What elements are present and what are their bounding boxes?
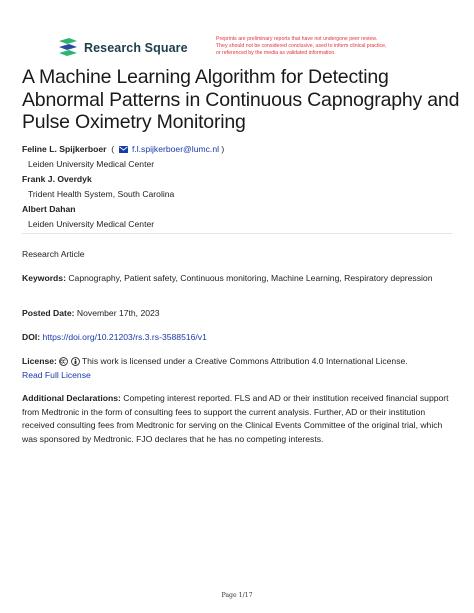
email-open-paren: ( (108, 144, 115, 154)
license-section (22, 355, 454, 382)
keywords-section (22, 272, 454, 286)
doi-section (22, 331, 454, 345)
page-number: Page 1/17 (221, 592, 253, 599)
research-square-logo-icon (57, 38, 79, 58)
declarations-label: Additional Declarations: (22, 393, 121, 403)
author-entry (22, 202, 224, 217)
read-full-license-link[interactable]: Read Full License (22, 369, 91, 380)
research-square-logo[interactable] (57, 38, 188, 58)
author-affiliation: Trident Health System, South Carolina (28, 189, 175, 199)
declarations-text: Competing interest reported. FLS and AD or their institution received financial support from Medtronic in the form of consulting fees to support the current analysis. Further, AD or their institution received consulting fees from Medtronic for serving on the Clinical Events Committee of the original trial, which was sponsored by Medtronic. FJO declares that he has no competing interests. (22, 393, 449, 444)
posted-date-section (22, 307, 454, 321)
mail-icon (119, 146, 128, 153)
keywords-value: Capnography, Patient safety, Continuous monitoring, Machine Learning, Respiratory depression (68, 273, 433, 283)
cc-icon (59, 357, 68, 366)
author-entry (22, 142, 224, 157)
declarations-section (22, 392, 454, 446)
author-entry (22, 172, 224, 187)
keywords-label: Keywords: (22, 273, 66, 283)
author-list (22, 142, 224, 232)
author-name: Feline L. Spijkerboer (22, 144, 107, 154)
article-title: A Machine Learning Algorithm for Detecting Abnormal Patterns in Continuous Capnography and Pulse Oximetry Monitoring (22, 66, 460, 133)
section-divider (22, 233, 452, 234)
brand-name: Research Square (84, 41, 188, 55)
license-text: This work is licensed under a Creative Commons Attribution 4.0 International License. (81, 356, 408, 366)
license-label: License: (22, 356, 57, 366)
author-name: Frank J. Overdyk (22, 174, 92, 184)
preprint-disclaimer (216, 36, 446, 58)
author-affiliation: Leiden University Medical Center (28, 219, 155, 229)
email-close-paren: ) (221, 144, 225, 154)
attribution-icon (71, 357, 80, 366)
doi-label: DOI: (22, 332, 41, 342)
posted-date-label: Posted Date: (22, 308, 75, 318)
author-name: Albert Dahan (22, 204, 76, 214)
author-email-link[interactable]: f.l.spijkerboer@lumc.nl (131, 144, 220, 154)
disclaimer-line: They should not be considered conclusive, used to inform clinical practice, (216, 43, 387, 50)
doi-link[interactable]: https://doi.org/10.21203/rs.3.rs-3588516/v1 (42, 332, 207, 342)
posted-date-value: November 17th, 2023 (76, 308, 160, 318)
disclaimer-line: or referenced by the media as validated information. (216, 50, 336, 57)
disclaimer-line: Preprints are preliminary reports that have not undergone peer review. (216, 36, 378, 42)
article-type: Research Article (22, 249, 85, 259)
author-affiliation: Leiden University Medical Center (28, 159, 155, 169)
